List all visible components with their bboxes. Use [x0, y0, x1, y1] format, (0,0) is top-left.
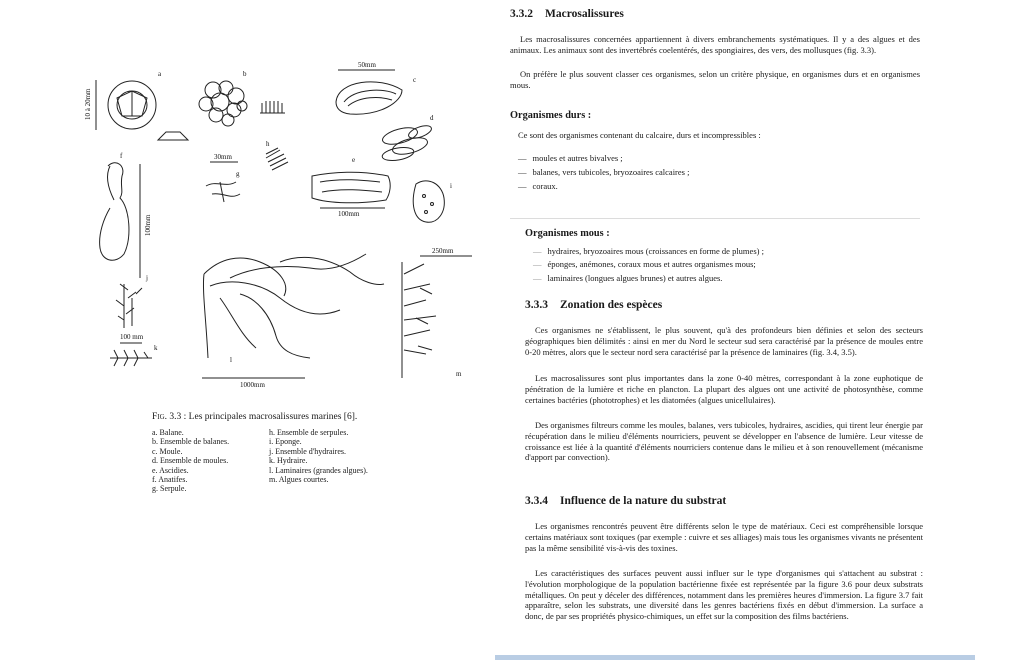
figure-legend — [152, 428, 412, 494]
subheading-organismes-mous: Organismes mous : — [525, 228, 610, 239]
figure-caption — [152, 412, 412, 494]
section-heading-3-3-3 — [525, 299, 662, 311]
subheading-organismes-durs: Organismes durs : — [510, 110, 592, 121]
short-algae-drawing — [402, 256, 472, 378]
caption-title — [152, 412, 412, 422]
divider — [510, 218, 920, 219]
hard-organisms-list — [518, 153, 918, 194]
paragraph: On préfère le plus souvent classer ces organismes, selon un critère physique, en organismes durs et en organismes mous. — [510, 69, 920, 90]
fig-label-i: i — [450, 182, 452, 190]
fig-label-a: a — [158, 70, 162, 78]
list-item: — laminaires (longues algues brunes) et autres algues. — [533, 272, 723, 283]
fig-label-l: l — [230, 356, 232, 364]
legend-column-2 — [269, 428, 368, 494]
section-heading-3-3-2 — [510, 8, 624, 20]
fig-label-j: j — [146, 274, 148, 282]
paragraph: Les organismes rencontrés peuvent être différents selon le type de matériaux. Ceci est compréhensible lorsque certains matériaux sont toxiques (par exemple : cuivre et ses alliages) mais tous les organismes vivants ne présentent pas la même sensibilité vis-à-vis des toxines. — [525, 521, 923, 553]
ascidian-drawing — [312, 172, 390, 208]
paragraph: Ces organismes ne s'établissent, le plus souvent, qu'à des profondeurs bien définies et selon des secteurs géographiques bien délimités : ainsi en mer du Nord le secteur sud sera caractérisé par la présence de moules entre 0-20 mètres, alors que le secteur nord sera caractérisé par la présence de laminaires (fig. 3.4, 3.5). — [525, 325, 923, 357]
dim-label-a: 10 à 20mm — [84, 88, 92, 120]
dim-label-m: 250mm — [432, 247, 454, 255]
fig-label-e: e — [352, 156, 356, 164]
legend-item: f. Anatifes. — [152, 475, 188, 485]
dim-label-f: 100mm — [144, 214, 152, 236]
legend-item: b. Ensemble de balanes. — [152, 437, 230, 447]
fig-label-f: f — [120, 152, 123, 160]
legend-item: g. Serpule. — [152, 484, 187, 494]
serpule-drawing — [206, 162, 240, 202]
legend-item: c. Moule. — [152, 446, 183, 456]
fig-label-g: g — [236, 170, 240, 178]
section-title: Macrosalissures — [545, 8, 624, 20]
barnacle-drawing — [96, 80, 188, 140]
page-bottom-scroll-bar — [495, 655, 975, 660]
legend-item: d. Ensemble de moules. — [152, 456, 229, 466]
legend-item: j. Ensemble d'hydraires. — [269, 446, 346, 456]
dim-label-c: 50mm — [358, 61, 376, 69]
list-item: — moules et autres bivalves ; — [518, 153, 623, 163]
paragraph: Les caractéristiques des surfaces peuvent aussi influer sur le type d'organismes qui s'attachent au substrat : l'évolution morphologique de la population bactérienne fixée est représentée par la figure 3.6 pour deux substrats métalliques. On peut y déceler des différences, notamment dans les premières heures d'immersion. La figure 3.7 fait apparaître, selon les substrats, une diversité dans les genres bactériens fixés en début d'immersion. La surface a donc, de par ses propriétés physico-chimiques, un effet sur la composition des films bactériens. — [525, 568, 923, 622]
dim-label-l: 1000mm — [240, 381, 265, 389]
serpule-cluster-drawing — [266, 148, 288, 170]
section-title: Influence de la nature du substrat — [560, 495, 727, 507]
paragraph: Ce sont des organismes contenant du calcaire, durs et incompressibles : — [518, 130, 761, 140]
caption-text: : Les principales macrosalissures marines [6]. — [181, 412, 358, 422]
legend-item: i. Eponge. — [269, 437, 302, 447]
list-item: — balanes, vers tubicoles, bryozoaires calcaires ; — [518, 166, 690, 177]
paragraph: Les macrosalissures sont plus importantes dans la zone 0-40 mètres, correspondant à la zone euphotique de pénétration de la lumière et riche en plancton. La plupart des algues ont une activité de photosynthèse, comme certaines bactéries (phototrophes) et les diatomées (algues unicellulaires). — [525, 373, 923, 405]
section-number: 3.3.3 — [525, 299, 548, 311]
section-title: Zonation des espèces — [560, 299, 663, 311]
goose-barnacle-drawing — [100, 163, 140, 278]
list-item: — hydraires, bryozoaires mous (croissances en forme de plumes) ; — [533, 246, 764, 256]
caption-number: Fig. 3.3 — [152, 412, 182, 422]
dim-label-g: 30mm — [214, 153, 232, 161]
hydroid-drawing — [110, 350, 152, 366]
section-number: 3.3.4 — [525, 495, 548, 507]
list-item: — coraux. — [518, 180, 558, 191]
fig-label-h: h — [266, 140, 270, 148]
fig-label-b: b — [243, 70, 247, 78]
fig-label-d: d — [430, 114, 434, 122]
section-heading-3-3-4 — [525, 495, 726, 507]
legend-item: l. Laminaires (grandes algues). — [269, 465, 368, 475]
text-page — [495, 0, 1024, 666]
soft-organisms-list — [533, 246, 923, 286]
dim-label-e: 100mm — [338, 210, 360, 218]
paragraph: Les macrosalissures concernées appartiennent à divers embranchements systématiques. Il y a des algues et des animaux. Les animaux sont des invertébrés coelentérés, des spongiaires, des vers, des mollusques (fig. 3.3). — [510, 34, 920, 55]
macrofouling-drawings — [80, 58, 480, 398]
legend-item: a. Balane. — [152, 428, 184, 437]
list-item: — éponges, anémones, coraux mous et autres organismes mous; — [533, 259, 756, 270]
legend-item: m. Algues courtes. — [269, 475, 329, 485]
figure-illustration — [80, 58, 480, 398]
mussel-drawing — [336, 70, 402, 114]
fig-label-m: m — [456, 370, 462, 378]
legend-item: h. Ensemble de serpules. — [269, 428, 349, 437]
sponge-drawing — [413, 181, 444, 222]
fig-label-c: c — [413, 76, 417, 84]
dim-label-k: 100 mm — [120, 333, 144, 341]
section-number: 3.3.2 — [510, 8, 533, 20]
paragraph: Des organismes filtreurs comme les moules, balanes, vers tubicoles, hydraires, ascidies, qui tirent leur énergie par récupération dans le milieu d'éléments nourriciers, peuvent se développer en l'absence de lumière. Leur vitesse de croissance est liée à la quantité d'éléments nourriciers contenue dans le milieu et à son renouvellement (mécanisme d'apport par convection). — [525, 420, 923, 463]
fig-label-k: k — [154, 344, 158, 352]
mussel-cluster-drawing — [381, 123, 433, 162]
legend-column-1 — [152, 428, 257, 494]
legend-item: e. Ascidies. — [152, 465, 189, 475]
barnacle-cluster-drawing — [199, 81, 285, 126]
legend-item: k. Hydraire. — [269, 456, 308, 466]
